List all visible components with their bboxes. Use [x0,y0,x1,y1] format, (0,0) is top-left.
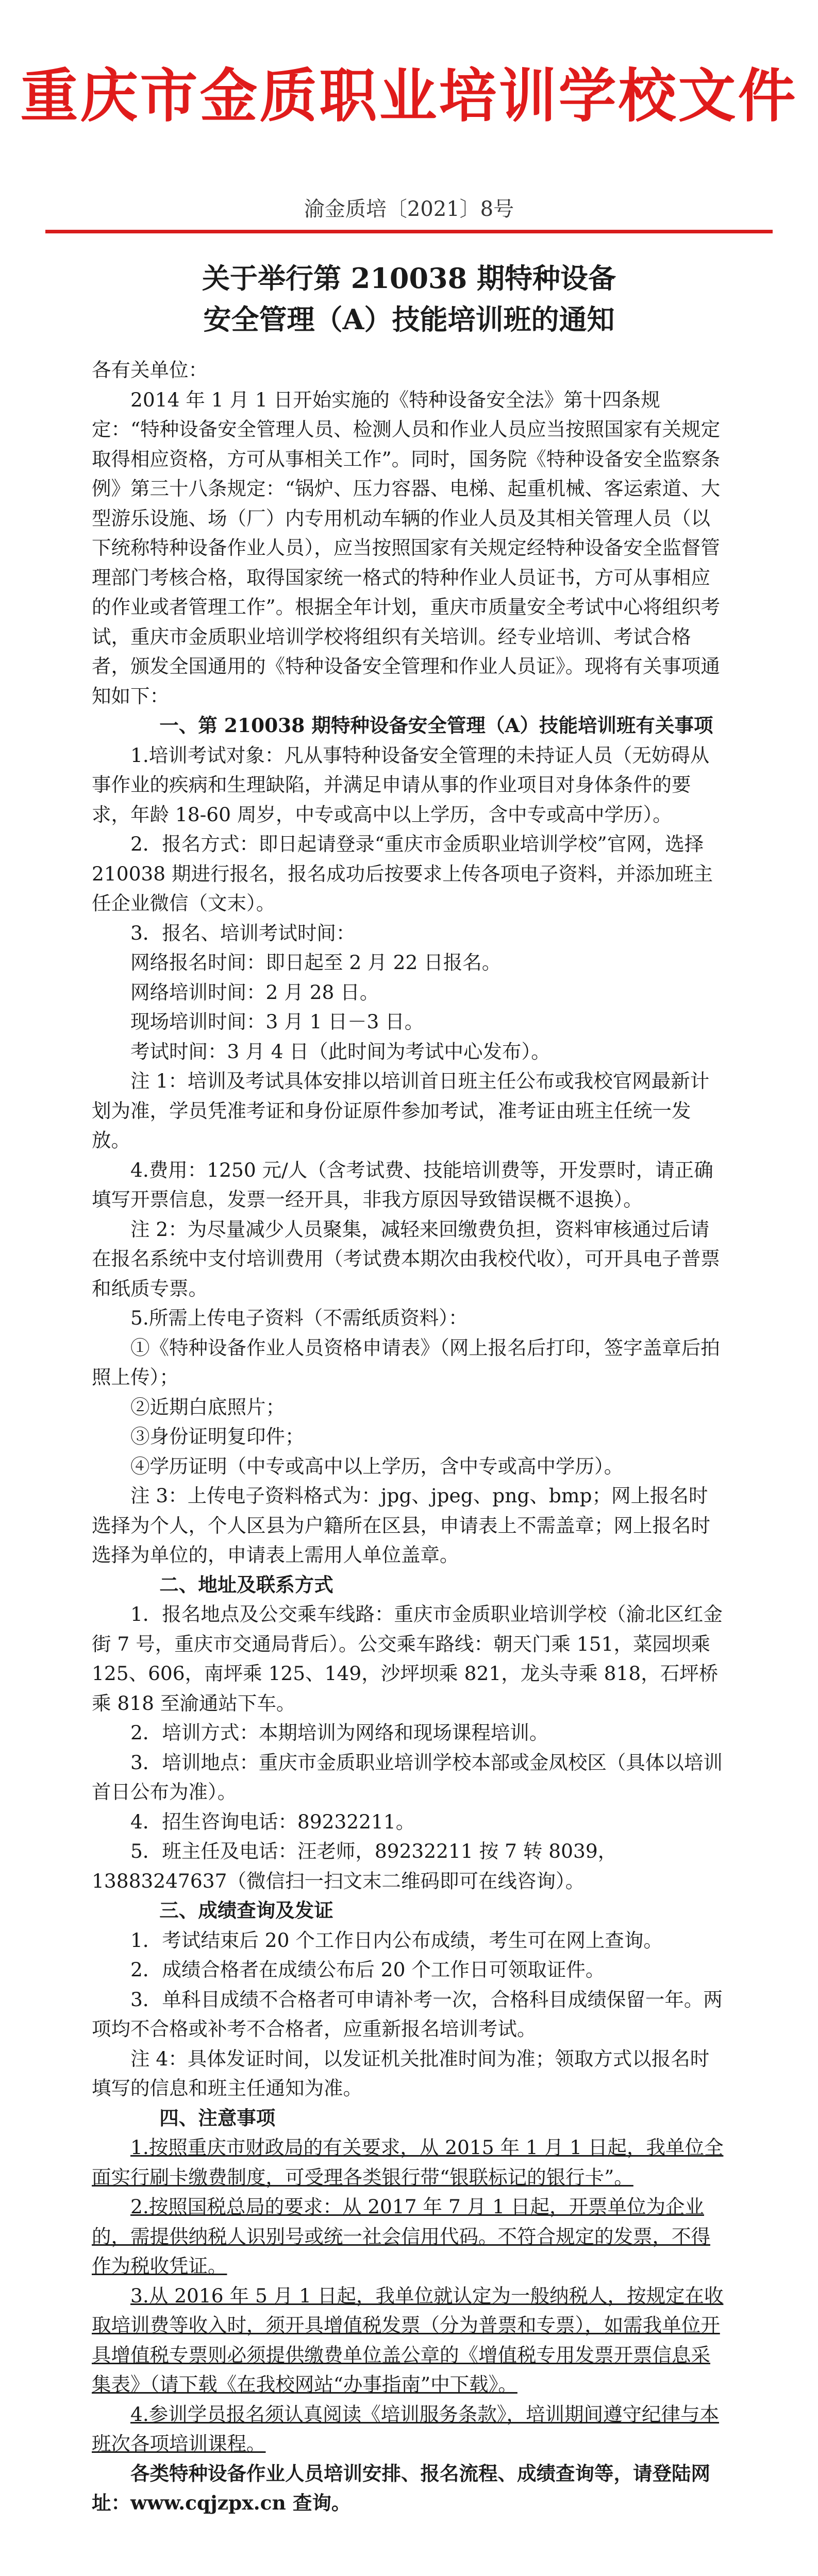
body-paragraph: 1．考试结束后 20 个工作日内公布成绩，考生可在网上查询。 [130,1928,663,1952]
body-paragraph: 网络报名时间：即日起至 2 月 22 日报名。 [130,951,502,974]
body-paragraph: 2.按照国税总局的要求：从 2017 年 7 月 1 日起，开票单位为企业的，需提供纳税人识别号或统一社会信用代码。不符合规定的发票，不得作为税收凭证。 [92,2195,710,2277]
body-paragraph: 3．培训地点：重庆市金质职业培训学校本部或金凤校区（具体以培训首日公布为准）。 [92,1751,723,1803]
body-paragraph: 4．招生咨询电话：89232211。 [130,1810,415,1833]
body-paragraph: 考试时间：3 月 4 日（此时间为考试中心发布）。 [130,1040,550,1063]
body-paragraph: 4.费用：1250 元/人（含考试费、技能培训费等，开发票时，请正确填写开票信息，发票一经开具，非我方原因导致错误概不退换）。 [92,1158,713,1211]
body-paragraph: 各有关单位： [92,359,208,381]
body-paragraph: 注 3：上传电子资料格式为：jpg、jpeg、png、bmp；网上报名时选择为个人，个人区县为户籍所在区县，申请表上不需盖章；网上报名时选择为单位的，申请表上需用人单位盖章。 [92,1484,710,1566]
body-paragraph: 1．报名地点及公交乘车线路：重庆市金质职业培训学校（渝北区红金街 7 号，重庆市交通局背后）。公交乘车路线：朝天门乘 151，菜园坝乘 125、606，南坪乘 125、149，沙坪坝乘 821，龙头寺乘 818，石坪桥乘 818 至渝通站下车。 [92,1603,723,1715]
notice-body [92,355,726,2576]
body-paragraph: 2．培训方式：本期培训为网络和现场课程培训。 [130,1721,549,1744]
document-number: 渝金质培〔2021〕8号 [304,197,514,221]
body-paragraph: 2014 年 1 月 1 日开始实施的《特种设备安全法》第十四条规定：“特种设备安全管理人员、检测人员和作业人员应当按照国家有关规定取得相应资格，方可从事相关工作”。同时，国务院《特种设备安全监察条例》第三十八条规定：“锅炉、压力容器、电梯、起重机械、客运索道、大型游乐设施、场（厂）内专用机动车辆的作业人员及其相关管理人员（以下统称特种设备作业人员），应当按照国家有关规定经特种设备安全监督管理部门考核合格，取得国家统一格式的特种作业人员证书，方可从事相应的作业或者管理工作”。根据全年计划，重庆市质量安全考试中心将组织考试，重庆市金质职业培训学校将组织有关培训。经专业培训、考试合格者，颁发全国通用的《特种设备安全管理和作业人员证》。现将有关事项通知如下： [92,388,721,707]
body-paragraph: 各类特种设备作业人员培训安排、报名流程、成绩查询等，请登陆网址：www.cqjzpx.cn 查询。 [92,2462,710,2514]
body-paragraph: ③身份证明复印件； [130,1425,305,1448]
section-heading: 三、成绩查询及发证 [159,1899,333,1922]
body-paragraph: ④学历证明（中专或高中以上学历，含中专或高中学历）。 [130,1454,624,1478]
body-paragraph: 3．报名、培训考试时间： [130,921,356,944]
body-paragraph: 注 2：为尽量减少人员聚集，减轻来回缴费负担，资料审核通过后请在报名系统中支付培训费用（考试费本期次由我校代收），可开具电子普票和纸质专票。 [92,1217,720,1300]
body-paragraph: 5．班主任及电话：汪老师，89232211 按 7 转 8039，13883247637（微信扫一扫文末二维码即可在线咨询）。 [92,1840,617,1892]
section-heading: 一、第 210038 期特种设备安全管理（A）技能培训班有关事项 [159,714,713,737]
section-heading: 四、注意事项 [159,2106,276,2129]
document-header-title: 重庆市金质职业培训学校文件 [20,63,798,130]
body-paragraph: ①《特种设备作业人员资格申请表》（网上报名后打印，签字盖章后拍照上传）； [92,1336,720,1388]
body-paragraph: ②近期白底照片； [130,1395,285,1418]
body-paragraph: 5.所需上传电子资料（不需纸质资料）： [130,1307,468,1329]
body-paragraph: 3.从 2016 年 5 月 1 日起，我单位就认定为一般纳税人，按规定在收取培训费等收入时，须开具增值税发票（分为普票和专票），如需我单位开具增值税专票则必须提供缴费单位盖公章的《增值税专用发票开票信息采集表》（请下载《在我校网站“办事指南”中下载》。 [92,2284,724,2396]
body-paragraph: 3．单科目成绩不合格者可申请补考一次，合格科目成绩保留一年。两项均不合格或补考不合格者，应重新报名培训考试。 [92,1988,723,2040]
body-paragraph: 2．报名方式：即日起请登录“重庆市金质职业培训学校”官网，选择 210038 期进行报名，报名成功后按要求上传各项电子资料，并添加班主任企业微信（文末）。 [92,833,713,914]
paragraph-list [92,355,726,2518]
body-paragraph: 2．成绩合格者在成绩公布后 20 个工作日可领取证件。 [130,1958,605,1981]
body-paragraph: 注 1：培训及考试具体安排以培训首日班主任公布或我校官网最新计划为准，学员凭准考证和身份证原件参加考试，准考证由班主任统一发放。 [92,1070,710,1151]
notice-title-line1: 关于举行第 210038 期特种设备 [202,262,616,295]
body-paragraph: 网络培训时间：2 月 28 日。 [130,980,379,1004]
notice-title [0,258,818,340]
body-paragraph: 注 4：具体发证时间，以发证机关批准时间为准；领取方式以报名时填写的信息和班主任通知为准。 [92,2047,710,2099]
body-paragraph: 1.培训考试对象：凡从事特种设备安全管理的未持证人员（无妨碍从事作业的疾病和生理缺陷，并满足申请从事的作业项目对身体条件的要求，年龄 18-60 周岁，中专或高中以上学历，含中专或高中学历）。 [92,743,710,826]
body-paragraph: 4.参训学员报名须认真阅读《培训服务条款》，培训期间遵守纪律与本班次各项培训课程。 [92,2402,720,2455]
body-paragraph: 1.按照重庆市财政局的有关要求，从 2015 年 1 月 1 日起，我单位全面实行刷卡缴费制度，可受理各类银行带“银联标记的银行卡”。 [92,2136,724,2189]
red-divider [45,230,773,233]
body-paragraph: 现场培训时间：3 月 1 日－3 日。 [130,1010,424,1033]
section-heading: 二、地址及联系方式 [159,1573,333,1596]
notice-title-line2: 安全管理（A）技能培训班的通知 [203,303,615,336]
